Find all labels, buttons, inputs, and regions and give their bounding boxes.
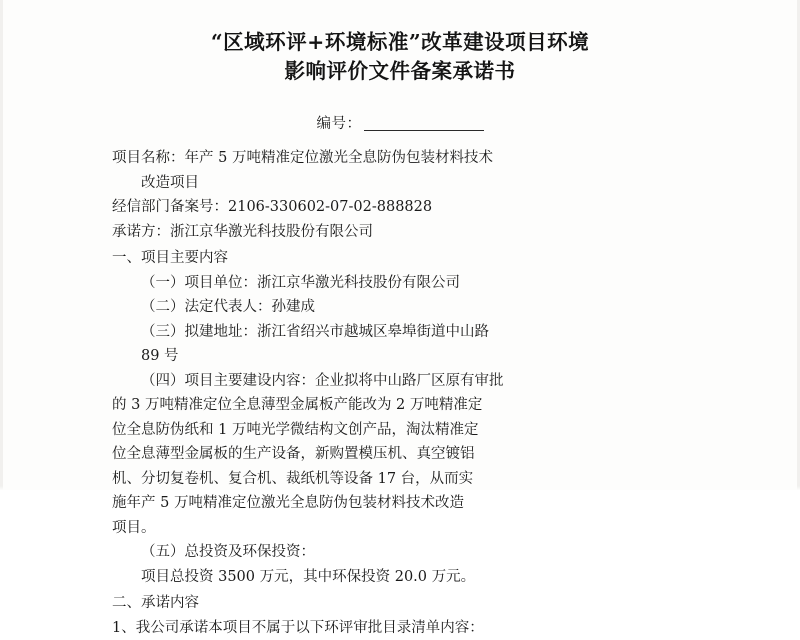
section-1-item-4-line-4 [112,443,688,467]
item-label: （四）项目主要建设内容： [141,373,315,389]
page-left-edge [0,0,3,490]
field-label: 承诺方： [112,224,170,240]
field-project-name [112,147,688,171]
title-line-2: 影响评价文件备案承诺书 [112,57,688,86]
section-1-item-4-line-6 [112,492,688,516]
document-code [112,112,688,133]
section-1-item-4-line-3 [112,419,688,443]
section-1-item-4 [112,370,688,394]
section-2-item-1 [112,617,688,640]
item-text: 企业拟将中山路厂区原有审批 [315,373,504,389]
section-1-item-3 [112,321,688,345]
document-title [112,28,688,86]
item-text: 施年产 5 万吨精准定位激光全息防伪包装材料技术改造 [112,495,464,511]
item-text: 项目总投资 3500 万元，其中环保投资 20.0 万元。 [141,569,475,585]
title-line-1: “区域环评+环境标准”改革建设项目环境 [112,28,688,57]
field-label: 项目名称： [112,150,185,166]
item-label: 1、 [112,620,136,636]
section-1-item-5 [112,541,688,565]
item-text: 位全息防伪纸和 1 万吨光学微结构文创产品，淘汰精准定 [112,422,478,438]
item-label: （五）总投资及环保投资： [141,544,315,560]
section-1-item-4-line-5 [112,468,688,492]
item-text: 机、分切复卷机、复合机、裁纸机等设备 17 台，从而实 [112,471,473,487]
section-1-item-1 [112,272,688,296]
section-1-item-2 [112,296,688,320]
item-text: 的 3 万吨精准定位全息薄型金属板产能改为 2 万吨精准定 [112,397,482,413]
code-value-underline [364,115,484,131]
item-text: 孙建成 [272,299,316,315]
item-text: 位全息薄型金属板的生产设备，新购置模压机、真空镀铝 [112,446,475,462]
document-body [112,147,688,640]
field-value: 改造项目 [141,175,199,191]
field-label: 经信部门备案号： [112,199,228,215]
item-text: 浙江京华激光科技股份有限公司 [257,275,460,291]
section-1-item-4-line-2 [112,394,688,418]
section-1-item-3-cont [112,345,688,369]
section-1-item-4-line-7 [112,517,688,541]
item-text: 我公司承诺本项目不属于以下环评审批目录清单内容： [136,620,484,636]
field-value: 浙江京华激光科技股份有限公司 [170,224,373,240]
field-value: 2106-330602-07-02-888828 [228,199,432,215]
field-project-name-cont [112,172,688,196]
field-record-number [112,196,688,220]
code-label: 编号： [317,116,362,132]
item-label: （一）项目单位： [141,275,257,291]
item-label: （二）法定代表人： [141,299,272,315]
section-heading-1: 一、项目主要内容 [112,247,688,271]
item-text: 89 号 [141,348,179,364]
section-heading-2: 二、承诺内容 [112,592,688,616]
item-label: （三）拟建地址： [141,324,257,340]
item-text: 浙江省绍兴市越城区皋埠街道中山路 [257,324,489,340]
field-value: 年产 5 万吨精准定位激光全息防伪包装材料技术 [185,150,493,166]
item-text: 项目。 [112,520,156,536]
section-1-item-5-detail [112,566,688,590]
field-promisor [112,221,688,245]
